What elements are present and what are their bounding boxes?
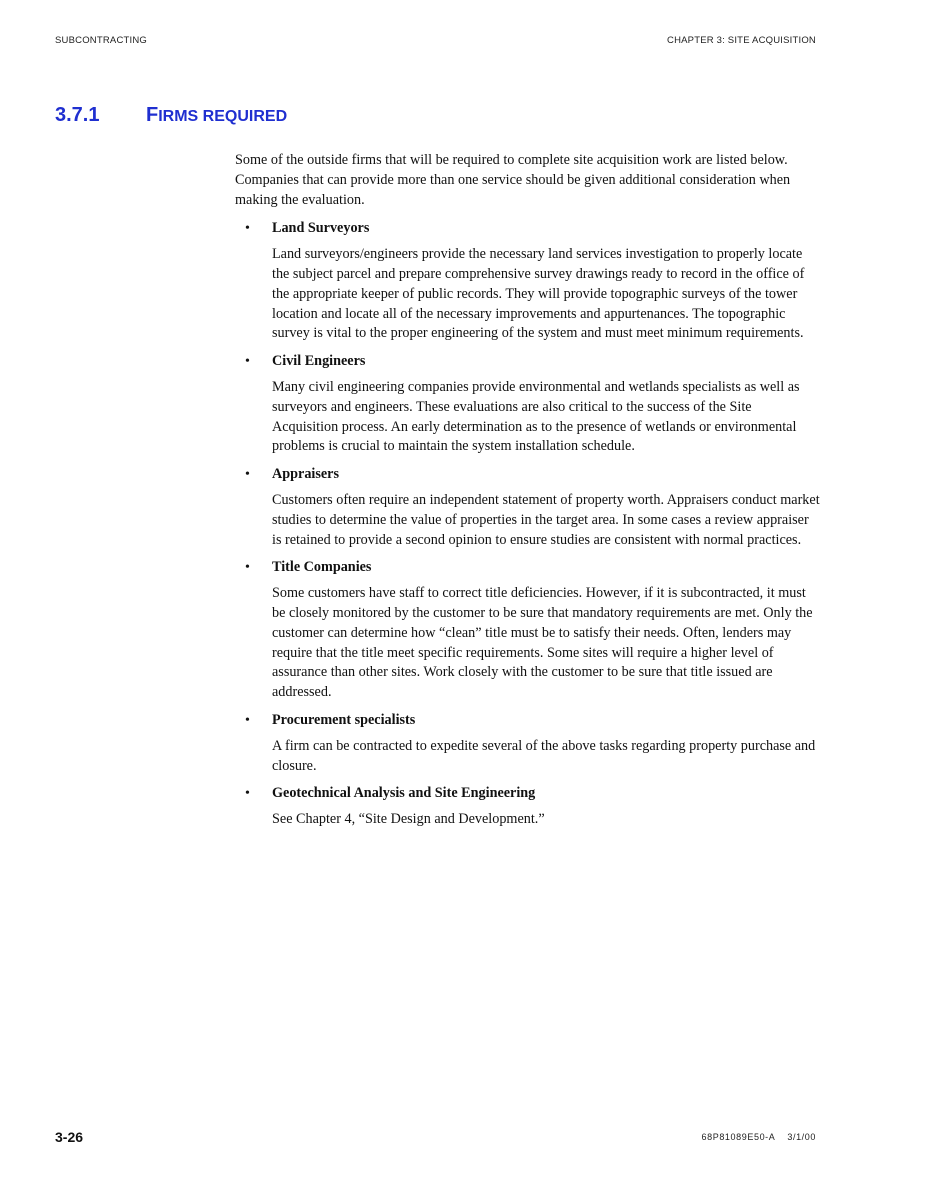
list-item-procurement-specialists (235, 711, 820, 776)
firm-name: Title Companies (272, 559, 372, 576)
firm-description: See Chapter 4, “Site Design and Development.” (272, 811, 545, 828)
bullet-icon: • (245, 354, 250, 370)
list-item-land-surveyors (235, 219, 820, 344)
section-number: 3.7.1 (55, 104, 100, 126)
section-title (146, 104, 287, 127)
page-number: 3-26 (55, 1129, 84, 1145)
section-title-initial: F (146, 104, 159, 126)
firm-name: Appraisers (272, 466, 339, 483)
document-id: 68P81089E50-A (701, 1132, 776, 1142)
section-heading (55, 104, 287, 127)
firm-name: Geotechnical Analysis and Site Engineering (272, 785, 536, 802)
firm-description: Customers often require an independent statement of property worth. Appraisers conduct market studies to determine the value of properties in the target area. In some cases a review appraiser is retained to provide a second opinion to ensure studies are consistent with normal practices. (272, 491, 820, 548)
list-item-appraisers (235, 465, 820, 550)
firm-description: Many civil engineering companies provide environmental and wetlands specialists as well as surveyors and engineers. These evaluations are also critical to the success of the Site Acquisition process. An early determination as to the presence of wetlands or environmental problems is crucial to maintain the system installation schedule. (272, 378, 800, 455)
list-item-civil-engineers (235, 352, 820, 457)
running-header-right: CHAPTER 3: SITE ACQUISITION (667, 35, 816, 46)
firm-name: Civil Engineers (272, 353, 366, 370)
section-title-rest: IRMS REQUIRED (158, 108, 288, 125)
firm-description: Some customers have staff to correct title deficiencies. However, if it is subcontracted, it must be closely monitored by the customer to be sure that mandatory requirements are met. Only the customer can determine how “clean” title must be to satisfy their needs. Often, lenders may require that the title meet specific requirements. Some sites will require a higher level of assurance than other sites. Work closely with the customer to be sure that title issued are addressed. (272, 585, 813, 701)
list-item-geotechnical-analysis (235, 784, 820, 830)
list-item-title-companies (235, 558, 820, 703)
firm-description: A firm can be contracted to expedite several of the above tasks regarding property purchase and closure. (272, 737, 816, 774)
document-date: 3/1/00 (787, 1132, 816, 1142)
bullet-icon: • (245, 467, 250, 483)
firm-description: Land surveyors/engineers provide the necessary land services investigation to properly locate the subject parcel and prepare comprehensive survey drawings ready to record in the office of the appropriate keeper of public records. They will provide topographic surveys of the tower location and locate all of the necessary improvements and appurtenances. The topographic survey is vital to the proper engineering of the system and must meet minimum requirements. (272, 246, 805, 342)
bullet-icon: • (245, 560, 250, 576)
firm-name: Procurement specialists (272, 711, 416, 728)
bullet-icon: • (245, 786, 250, 802)
intro-paragraph: Some of the outside firms that will be required to complete site acquisition work are listed below. Companies that can provide more than one service should be given additional consideration when making the evaluation. (235, 152, 791, 208)
body-text (235, 151, 820, 838)
running-header-left: SUBCONTRACTING (55, 35, 147, 46)
document-code (702, 1132, 816, 1142)
firm-list (235, 219, 820, 830)
bullet-icon: • (245, 712, 250, 728)
bullet-icon: • (245, 221, 250, 237)
firm-name: Land Surveyors (272, 220, 370, 237)
